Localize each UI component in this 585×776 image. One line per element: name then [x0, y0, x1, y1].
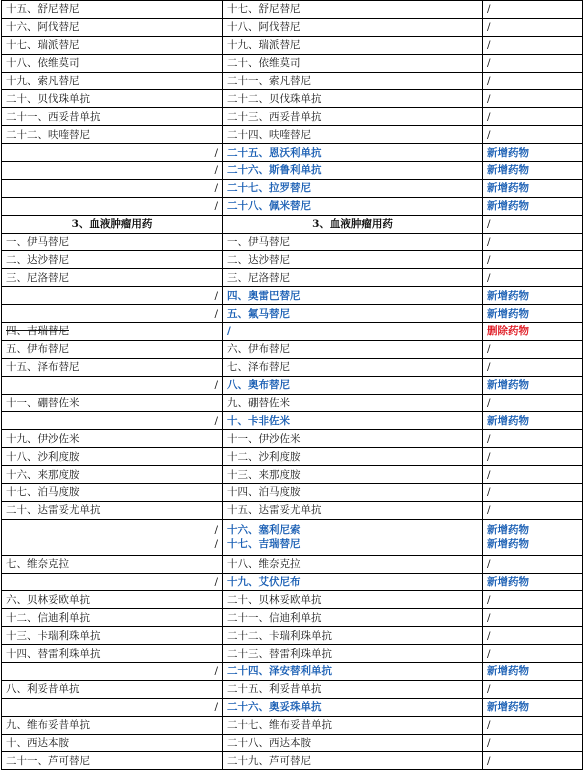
old-drug-cell [2, 519, 223, 555]
table-row [2, 734, 583, 752]
new-drug-cell: 二十一、信迪利单抗 [223, 609, 483, 627]
new-drug-cell: 一、伊马替尼 [223, 233, 483, 251]
table-row [2, 269, 583, 287]
old-drug-cell: 二十一、芦可替尼 [2, 752, 223, 770]
old-drug-cell: 十八、沙利度胺 [2, 448, 223, 466]
new-drug-cell: 二十一、索凡替尼 [223, 72, 483, 90]
table-row [2, 179, 583, 197]
new-drug-cell: 四、奥雷巴替尼 [223, 287, 483, 305]
change-status-cell: / [483, 90, 583, 108]
old-drug-cell: / [2, 144, 223, 162]
table-row [2, 36, 583, 54]
table-row [2, 662, 583, 680]
old-drug-cell: 十九、伊沙佐米 [2, 430, 223, 448]
change-status-cell: 新增药物 [483, 412, 583, 430]
change-status-cell: / [483, 215, 583, 233]
new-drug-cell: 二十二、卡瑞利珠单抗 [223, 627, 483, 645]
table-row [2, 466, 583, 484]
new-drug-cell: 十八、维奈克拉 [223, 555, 483, 573]
table-row [2, 376, 583, 394]
new-drug-cell: 二十六、斯鲁利单抗 [223, 162, 483, 180]
table-row [2, 555, 583, 573]
change-status-cell: / [483, 484, 583, 502]
old-drug-cell: 二十、贝伐珠单抗 [2, 90, 223, 108]
old-drug-cell: 六、贝林妥欧单抗 [2, 591, 223, 609]
change-status-cell: 新增药物 [483, 287, 583, 305]
old-drug-cell: 十八、依维莫司 [2, 54, 223, 72]
table-row [2, 144, 583, 162]
new-drug-cell: 十九、瑞派替尼 [223, 36, 483, 54]
change-status-cell: / [483, 340, 583, 358]
change-status-cell: / [483, 466, 583, 484]
cell-line: 新增药物 [487, 524, 529, 537]
new-drug-cell: 十二、沙利度胺 [223, 448, 483, 466]
new-drug-cell: 十、卡非佐米 [223, 412, 483, 430]
table-row [2, 627, 583, 645]
table-row [2, 126, 583, 144]
new-drug-cell: 二十五、利妥昔单抗 [223, 680, 483, 698]
new-drug-cell: 二十五、恩沃利单抗 [223, 144, 483, 162]
change-status-cell: / [483, 251, 583, 269]
cell-line: 新增药物 [487, 538, 529, 551]
table-row [2, 680, 583, 698]
old-drug-cell: 十九、索凡替尼 [2, 72, 223, 90]
change-status-cell: / [483, 501, 583, 519]
old-drug-cell: 十五、舒尼替尼 [2, 1, 223, 19]
new-drug-cell: 二十四、泽安替利单抗 [223, 662, 483, 680]
table-row [2, 430, 583, 448]
new-drug-cell: 二十二、贝伐珠单抗 [223, 90, 483, 108]
new-drug-cell: 八、奥布替尼 [223, 376, 483, 394]
old-drug-cell: 一、伊马替尼 [2, 233, 223, 251]
table-row [2, 358, 583, 376]
change-status-cell: 删除药物 [483, 323, 583, 341]
new-drug-cell: 二十三、替雷利珠单抗 [223, 645, 483, 663]
table-row [2, 72, 583, 90]
old-drug-cell: 十、西达本胺 [2, 734, 223, 752]
new-drug-cell: 五、氟马替尼 [223, 305, 483, 323]
new-drug-cell: 二十、贝林妥欧单抗 [223, 591, 483, 609]
new-drug-cell: 十四、泊马度胺 [223, 484, 483, 502]
table-row [2, 90, 583, 108]
old-drug-cell: / [2, 162, 223, 180]
section-heading-new: 3、血液肿瘤用药 [223, 215, 483, 233]
old-drug-cell: 十六、阿伐替尼 [2, 18, 223, 36]
old-drug-cell: 十三、卡瑞利珠单抗 [2, 627, 223, 645]
change-status-cell: 新增药物 [483, 197, 583, 215]
table-row [2, 501, 583, 519]
new-drug-cell: 二十四、呋喹替尼 [223, 126, 483, 144]
change-status-cell: / [483, 358, 583, 376]
old-drug-cell: 十二、信迪利单抗 [2, 609, 223, 627]
change-status-cell: / [483, 591, 583, 609]
change-status-cell: / [483, 36, 583, 54]
old-drug-cell: 五、伊布替尼 [2, 340, 223, 358]
change-status-cell: / [483, 627, 583, 645]
new-drug-cell: 二十七、维布妥昔单抗 [223, 716, 483, 734]
old-drug-cell: 二十二、呋喹替尼 [2, 126, 223, 144]
table-row [2, 484, 583, 502]
old-drug-cell: 十五、泽布替尼 [2, 358, 223, 376]
new-drug-cell: 九、硼替佐米 [223, 394, 483, 412]
cell-line: / [214, 524, 218, 537]
change-status-cell: 新增药物 [483, 376, 583, 394]
change-status-cell: / [483, 448, 583, 466]
change-status-cell: / [483, 72, 583, 90]
drug-list-table [1, 0, 583, 770]
old-drug-cell: 十四、替雷利珠单抗 [2, 645, 223, 663]
change-status-cell: / [483, 430, 583, 448]
change-status-cell: / [483, 680, 583, 698]
new-drug-cell: 三、尼洛替尼 [223, 269, 483, 287]
old-drug-cell: 九、维布妥昔单抗 [2, 716, 223, 734]
section-heading-row [2, 215, 583, 233]
old-drug-cell: 十七、泊马度胺 [2, 484, 223, 502]
old-drug-cell: / [2, 698, 223, 716]
change-status-cell: / [483, 555, 583, 573]
table-row [2, 251, 583, 269]
old-drug-cell: / [2, 305, 223, 323]
table-row [2, 323, 583, 341]
change-status-cell: / [483, 108, 583, 126]
table-row [2, 519, 583, 555]
old-drug-cell: 十六、来那度胺 [2, 466, 223, 484]
new-drug-cell: / [223, 323, 483, 341]
new-drug-cell: 十九、艾伏尼布 [223, 573, 483, 591]
new-drug-cell: 六、伊布替尼 [223, 340, 483, 358]
change-status-cell [483, 519, 583, 555]
old-drug-cell: / [2, 376, 223, 394]
change-status-cell: 新增药物 [483, 179, 583, 197]
table-row [2, 412, 583, 430]
cell-line: / [214, 538, 218, 551]
old-drug-cell: 三、尼洛替尼 [2, 269, 223, 287]
old-drug-cell: / [2, 662, 223, 680]
new-drug-cell: 二十三、西妥昔单抗 [223, 108, 483, 126]
change-status-cell: 新增药物 [483, 305, 583, 323]
section-heading-old: 3、血液肿瘤用药 [2, 215, 223, 233]
new-drug-cell: 二十七、拉罗替尼 [223, 179, 483, 197]
change-status-cell: 新增药物 [483, 162, 583, 180]
table-row [2, 609, 583, 627]
change-status-cell: / [483, 233, 583, 251]
table-row [2, 162, 583, 180]
new-drug-cell: 七、泽布替尼 [223, 358, 483, 376]
old-drug-cell: 二十、达雷妥尤单抗 [2, 501, 223, 519]
change-status-cell: / [483, 54, 583, 72]
table-row [2, 197, 583, 215]
table-row [2, 448, 583, 466]
old-drug-cell: / [2, 287, 223, 305]
old-drug-cell: 二十一、西妥昔单抗 [2, 108, 223, 126]
new-drug-cell: 二十八、佩米替尼 [223, 197, 483, 215]
old-drug-cell: / [2, 197, 223, 215]
new-drug-cell: 二、达沙替尼 [223, 251, 483, 269]
old-drug-cell: 七、维奈克拉 [2, 555, 223, 573]
old-drug-cell: 二、达沙替尼 [2, 251, 223, 269]
change-status-cell: / [483, 716, 583, 734]
change-status-cell: 新增药物 [483, 573, 583, 591]
old-drug-cell: 八、利妥昔单抗 [2, 680, 223, 698]
table-row [2, 591, 583, 609]
old-drug-cell: / [2, 179, 223, 197]
old-drug-cell: 十一、硼替佐米 [2, 394, 223, 412]
table-row [2, 305, 583, 323]
table-row [2, 1, 583, 19]
new-drug-cell: 二十、依维莫司 [223, 54, 483, 72]
cell-line: 十七、吉瑞替尼 [227, 538, 301, 551]
table-row [2, 573, 583, 591]
change-status-cell: / [483, 752, 583, 770]
table-row [2, 287, 583, 305]
new-drug-cell: 十一、伊沙佐米 [223, 430, 483, 448]
table-row [2, 716, 583, 734]
table-row [2, 340, 583, 358]
new-drug-cell [223, 519, 483, 555]
new-drug-cell: 十八、阿伐替尼 [223, 18, 483, 36]
old-drug-cell: / [2, 412, 223, 430]
old-drug-cell: 四、吉瑞替尼 [2, 323, 223, 341]
change-status-cell: / [483, 1, 583, 19]
new-drug-cell: 十五、达雷妥尤单抗 [223, 501, 483, 519]
table-row [2, 108, 583, 126]
cell-line: 十六、塞利尼索 [227, 524, 301, 537]
change-status-cell: / [483, 609, 583, 627]
change-status-cell: / [483, 18, 583, 36]
change-status-cell: / [483, 394, 583, 412]
change-status-cell: / [483, 645, 583, 663]
table-row [2, 752, 583, 770]
new-drug-cell: 十七、舒尼替尼 [223, 1, 483, 19]
old-drug-cell: / [2, 573, 223, 591]
change-status-cell: 新增药物 [483, 698, 583, 716]
table-row [2, 54, 583, 72]
change-status-cell: / [483, 126, 583, 144]
new-drug-cell: 二十六、奥妥珠单抗 [223, 698, 483, 716]
table-row [2, 645, 583, 663]
table-row [2, 18, 583, 36]
new-drug-cell: 十三、来那度胺 [223, 466, 483, 484]
old-drug-cell: 十七、瑞派替尼 [2, 36, 223, 54]
table-row [2, 233, 583, 251]
new-drug-cell: 二十八、西达本胺 [223, 734, 483, 752]
change-status-cell: / [483, 734, 583, 752]
change-status-cell: 新增药物 [483, 144, 583, 162]
table-row [2, 394, 583, 412]
change-status-cell: / [483, 269, 583, 287]
new-drug-cell: 二十九、芦可替尼 [223, 752, 483, 770]
table-row [2, 698, 583, 716]
change-status-cell: 新增药物 [483, 662, 583, 680]
